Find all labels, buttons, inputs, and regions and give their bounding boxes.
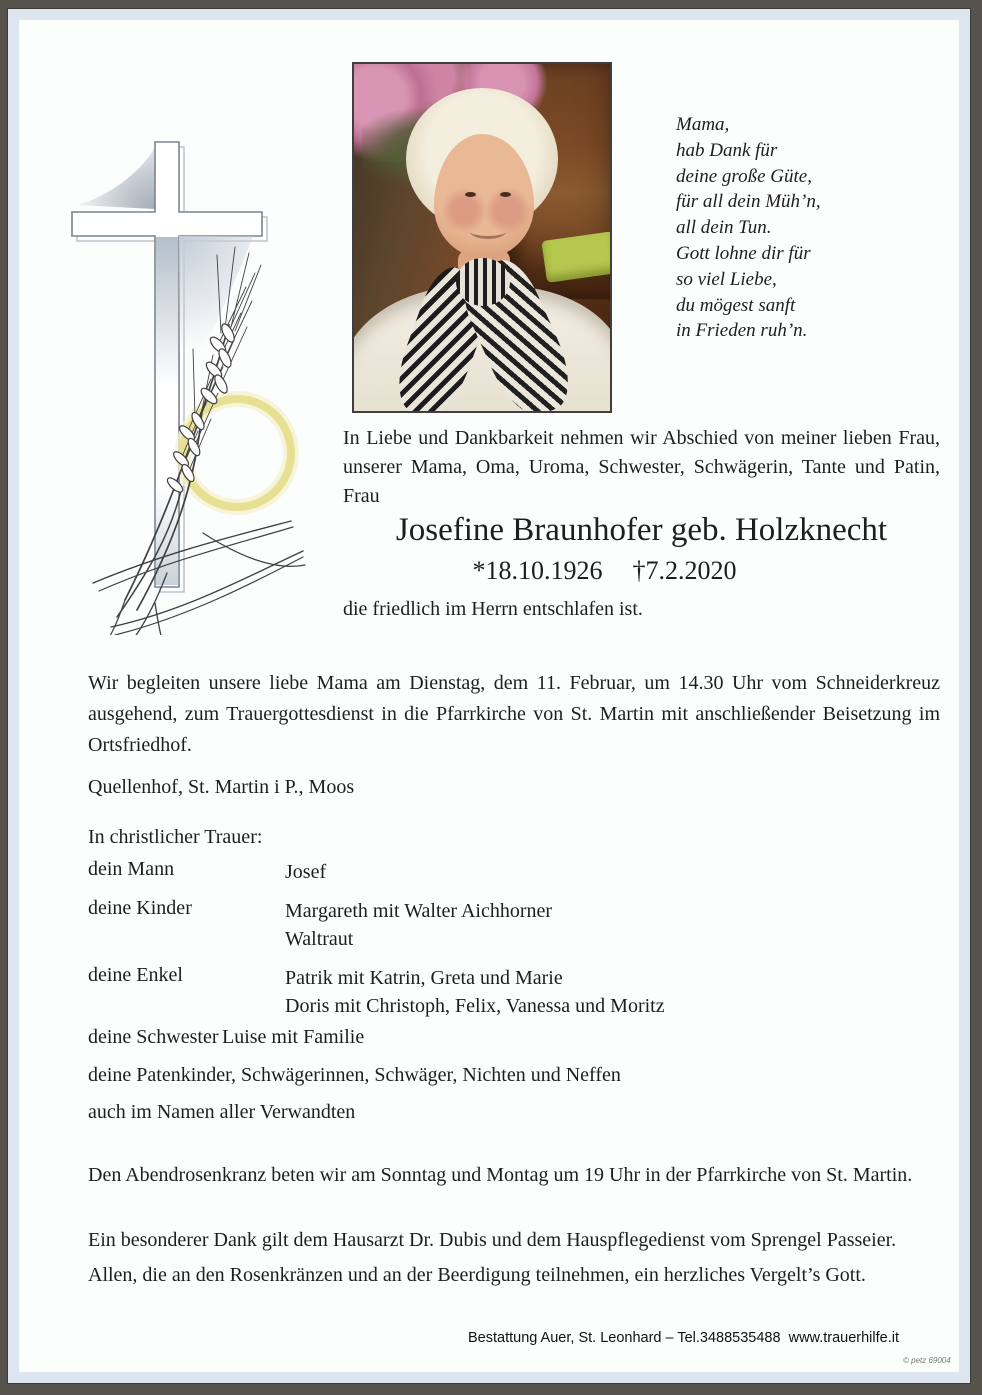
poem-line: Mama, xyxy=(676,114,730,135)
funeral-announcement: Wir begleiten unsere liebe Mama am Dienstag, dem 11. Februar, um 14.30 Uhr vom Schneiderkreuz ausgehend, zum Trauergottesdienst in die Pfarrkirche von St. Martin mit anschließender Beisetzung im Ortsfriedhof. xyxy=(88,672,940,756)
sister-row xyxy=(88,1026,364,1049)
family-member-value: Patrik mit Katrin, Greta und Marie xyxy=(285,967,563,989)
mourning-heading: In christlicher Trauer: xyxy=(88,826,263,848)
poem-line: du mögest sanft xyxy=(676,294,796,316)
photo-eye xyxy=(500,192,511,197)
poem-line: so viel Liebe, xyxy=(676,268,777,290)
additional-mourners-line: auch im Namen aller Verwandten xyxy=(88,1101,356,1123)
portrait-photo xyxy=(352,62,612,413)
family-member-value: Waltraut xyxy=(285,928,354,950)
poem-line: deine große Güte, xyxy=(676,165,812,187)
photo-mouth xyxy=(470,224,506,239)
cross-wheat-halo-artwork xyxy=(55,105,345,635)
poem-line: Gott lohne dir für xyxy=(676,242,811,264)
family-member-value: Margareth mit Walter Aichhorner xyxy=(285,900,553,922)
condolence-poem xyxy=(676,112,906,344)
poem-line: all dein Tun. xyxy=(676,217,772,239)
photo-scarf-knot xyxy=(456,258,510,306)
poem-line: in Frieden ruh’n. xyxy=(676,320,808,342)
family-row xyxy=(88,897,940,953)
deceased-name: Josefine Braunhofer geb. Holzknecht xyxy=(395,512,888,548)
family-list xyxy=(88,858,940,1031)
family-member-value: Luise mit Familie xyxy=(222,1026,365,1048)
death-date: †7.2.2020 xyxy=(632,556,737,585)
photo-green-table xyxy=(541,231,612,283)
family-row xyxy=(88,858,940,886)
family-member-value: Josef xyxy=(285,861,327,883)
rosary-announcement: Den Abendrosenkranz beten wir am Sonntag und Montag um 19 Uhr in der Pfarrkirche von St. Martin. xyxy=(88,1164,913,1186)
birth-date: *18.10.1926 xyxy=(472,556,603,585)
residence-line: Quellenhof, St. Martin i P., Moos xyxy=(88,776,355,798)
life-dates xyxy=(343,556,940,586)
thanks-doctor-line: Ein besonderer Dank gilt dem Hausarzt Dr. Dubis und dem Hauspflegedienst vom Sprengel Passeier. xyxy=(88,1229,897,1251)
family-relation-label: deine Enkel xyxy=(88,964,183,986)
additional-mourners-line: deine Patenkinder, Schwägerinnen, Schwäger, Nichten und Neffen xyxy=(88,1064,621,1086)
poem-line: hab Dank für xyxy=(676,139,778,161)
footer-funeral-home: Bestattung Auer, St. Leonhard – Tel.3488535488 www.trauerhilfe.it xyxy=(468,1330,899,1346)
family-row xyxy=(88,964,940,1020)
poem-line: für all dein Müh’n, xyxy=(676,191,821,213)
epitaph-text: die friedlich im Herrn entschlafen ist. xyxy=(343,598,643,620)
family-member-value: Doris mit Christoph, Felix, Vanessa und Moritz xyxy=(285,995,665,1017)
family-relation-label: deine Kinder xyxy=(88,897,192,919)
thanks-attendees-line: Allen, die an den Rosenkränzen und an der Beerdigung teilnehmen, ein herzliches Vergelt’s Gott. xyxy=(88,1264,866,1286)
family-relation-label: deine Schwester xyxy=(88,1026,219,1048)
print-mark: © petz 69004 xyxy=(903,1356,951,1365)
family-relation-label: dein Mann xyxy=(88,858,175,880)
photo-eye xyxy=(465,192,476,197)
intro-text: In Liebe und Dankbarkeit nehmen wir Abschied von meiner lieben Frau, unserer Mama, Oma, Uroma, Schwester, Schwägerin, Tante und Patin, Frau xyxy=(343,427,940,507)
